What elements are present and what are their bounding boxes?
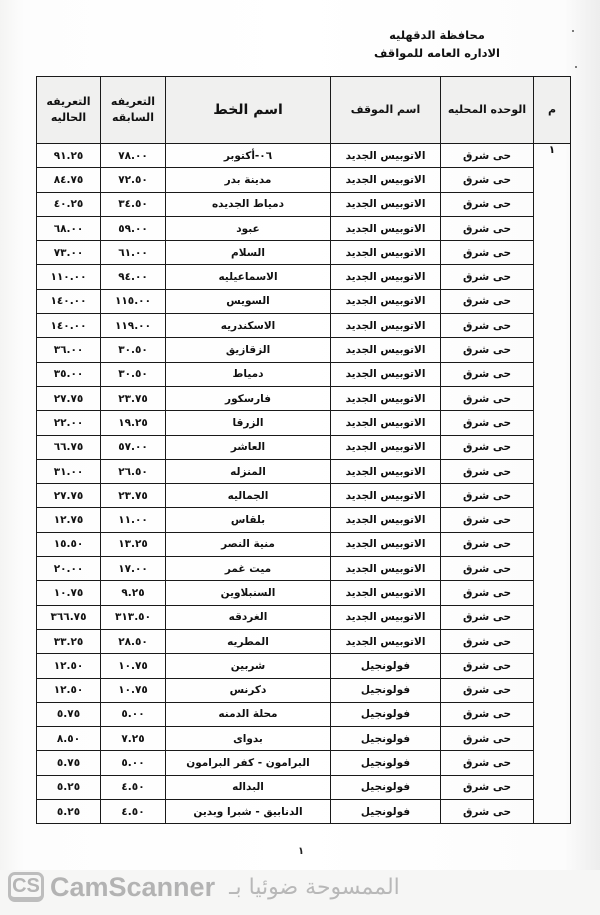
current-fare-cell: ١١٠.٠٠ (37, 265, 101, 289)
table-row (37, 605, 571, 629)
table-row (37, 629, 571, 653)
previous-fare-cell: ٥٧.٠٠ (101, 435, 166, 459)
local-unit-cell: حى شرق (441, 557, 534, 581)
scan-speck (575, 66, 577, 68)
camscanner-logo-icon: CS (8, 872, 44, 902)
table-row (37, 314, 571, 338)
local-unit-cell: حى شرق (441, 581, 534, 605)
previous-fare-cell: ٣١٣.٥٠ (101, 605, 166, 629)
local-unit-cell: حى شرق (441, 192, 534, 216)
local-unit-cell: حى شرق (441, 144, 534, 168)
previous-fare-cell: ١٩.٢٥ (101, 411, 166, 435)
stop-name-cell: الاتوبيس الجديد (331, 338, 441, 362)
previous-fare-cell: ١١.٠٠ (101, 508, 166, 532)
local-unit-cell: حى شرق (441, 216, 534, 240)
current-fare-cell: ٤٠.٢٥ (37, 192, 101, 216)
stop-name-cell: الاتوبيس الجديد (331, 192, 441, 216)
local-unit-cell: حى شرق (441, 265, 534, 289)
line-name-cell: بدواى (166, 727, 331, 751)
previous-fare-cell: ٧٢.٥٠ (101, 168, 166, 192)
column-header-local-unit: الوحده المحليه (441, 77, 534, 144)
stop-name-cell: الاتوبيس الجديد (331, 144, 441, 168)
stop-name-cell: الاتوبيس الجديد (331, 265, 441, 289)
current-fare-cell: ٩١.٢٥ (37, 144, 101, 168)
line-name-cell: المنزله (166, 459, 331, 483)
previous-fare-cell: ٤.٥٠ (101, 800, 166, 824)
local-unit-cell: حى شرق (441, 168, 534, 192)
column-header-stop-name: اسم الموقف (331, 77, 441, 144)
governorate-title: محافظة الدقهليه (389, 28, 485, 42)
local-unit-cell: حى شرق (441, 800, 534, 824)
line-name-cell: دكرنس (166, 678, 331, 702)
previous-fare-cell: ٢٦.٥٠ (101, 459, 166, 483)
table-row (37, 678, 571, 702)
stop-name-cell: الاتوبيس الجديد (331, 411, 441, 435)
previous-fare-cell: ٤.٥٠ (101, 775, 166, 799)
local-unit-cell: حى شرق (441, 751, 534, 775)
stop-name-cell: فولونجيل (331, 678, 441, 702)
line-name-cell: البداله (166, 775, 331, 799)
line-name-cell: شربين (166, 654, 331, 678)
line-name-cell: السنبلاوين (166, 581, 331, 605)
watermark-brand: CamScanner (50, 871, 216, 902)
table-row (37, 800, 571, 824)
current-fare-cell: ١٤٠.٠٠ (37, 314, 101, 338)
current-fare-cell: ٣٥.٠٠ (37, 362, 101, 386)
watermark-arabic-text: الممسوحة ضوئيا بـ (229, 874, 400, 900)
local-unit-cell: حى شرق (441, 362, 534, 386)
current-fare-cell: ٢٢.٠٠ (37, 411, 101, 435)
line-name-cell: دمياط (166, 362, 331, 386)
table-row (37, 144, 571, 168)
line-name-cell: محلة الدمنه (166, 702, 331, 726)
local-unit-cell: حى شرق (441, 411, 534, 435)
current-fare-cell: ١٥.٥٠ (37, 532, 101, 556)
stop-name-cell: الاتوبيس الجديد (331, 581, 441, 605)
previous-fare-cell: ١٠.٧٥ (101, 678, 166, 702)
column-header-previous-fare: التعريفه السابقه (101, 77, 166, 144)
table-row (37, 192, 571, 216)
local-unit-cell: حى شرق (441, 289, 534, 313)
stop-name-cell: الاتوبيس الجديد (331, 314, 441, 338)
current-fare-cell: ٣٦.٠٠ (37, 338, 101, 362)
page-number: ١ (298, 846, 305, 857)
current-fare-cell: ١٤٠.٠٠ (37, 289, 101, 313)
stop-name-cell: الاتوبيس الجديد (331, 435, 441, 459)
table-row (37, 338, 571, 362)
current-fare-cell: ١٢.٧٥ (37, 508, 101, 532)
stop-name-cell: فولونجيل (331, 751, 441, 775)
table-row (37, 484, 571, 508)
local-unit-cell: حى شرق (441, 484, 534, 508)
column-header-current-fare: التعريفه الحاليه (37, 77, 101, 144)
table-row (37, 435, 571, 459)
previous-fare-cell: ٥.٠٠ (101, 751, 166, 775)
previous-fare-cell: ٩.٢٥ (101, 581, 166, 605)
local-unit-cell: حى شرق (441, 508, 534, 532)
local-unit-cell: حى شرق (441, 386, 534, 410)
previous-fare-cell: ١١٩.٠٠ (101, 314, 166, 338)
previous-fare-cell: ٧.٢٥ (101, 727, 166, 751)
previous-fare-cell: ٥٩.٠٠ (101, 216, 166, 240)
current-fare-cell: ١٢.٥٠ (37, 678, 101, 702)
previous-fare-cell: ٢٣.٧٥ (101, 386, 166, 410)
table-row (37, 411, 571, 435)
table-header-row (37, 77, 571, 144)
previous-fare-cell: ٣٠.٥٠ (101, 338, 166, 362)
local-unit-cell: حى شرق (441, 775, 534, 799)
current-fare-cell: ٣٣.٢٥ (37, 629, 101, 653)
table-row (37, 459, 571, 483)
stop-name-cell: الاتوبيس الجديد (331, 532, 441, 556)
line-name-cell: العاشر (166, 435, 331, 459)
stop-name-cell: الاتوبيس الجديد (331, 241, 441, 265)
line-name-cell: مدينة بدر (166, 168, 331, 192)
stop-name-cell: الاتوبيس الجديد (331, 216, 441, 240)
local-unit-cell: حى شرق (441, 241, 534, 265)
table-row (37, 532, 571, 556)
line-name-cell: الزرقا (166, 411, 331, 435)
previous-fare-cell: ٧٨.٠٠ (101, 144, 166, 168)
stop-name-cell: الاتوبيس الجديد (331, 362, 441, 386)
current-fare-cell: ٢٧.٧٥ (37, 484, 101, 508)
table-row (37, 386, 571, 410)
line-name-cell: السلام (166, 241, 331, 265)
stop-name-cell: الاتوبيس الجديد (331, 484, 441, 508)
stop-name-cell: الاتوبيس الجديد (331, 168, 441, 192)
stop-name-cell: فولونجيل (331, 654, 441, 678)
stop-name-cell: الاتوبيس الجديد (331, 459, 441, 483)
local-unit-cell: حى شرق (441, 605, 534, 629)
stop-name-cell: فولونجيل (331, 775, 441, 799)
local-unit-cell: حى شرق (441, 629, 534, 653)
local-unit-cell: حى شرق (441, 338, 534, 362)
table-row (37, 168, 571, 192)
local-unit-cell: حى شرق (441, 654, 534, 678)
table-row (37, 654, 571, 678)
line-name-cell: ٠٦-أكتوبر (166, 144, 331, 168)
previous-fare-cell: ٩٤.٠٠ (101, 265, 166, 289)
table-row (37, 265, 571, 289)
previous-fare-cell: ١٠.٧٥ (101, 654, 166, 678)
line-name-cell: بلقاس (166, 508, 331, 532)
local-unit-cell: حى شرق (441, 702, 534, 726)
current-fare-cell: ٥.٢٥ (37, 800, 101, 824)
serial-cell: ١ (534, 144, 571, 824)
document-header (374, 26, 500, 62)
stop-name-cell: الاتوبيس الجديد (331, 386, 441, 410)
stop-name-cell: فولونجيل (331, 800, 441, 824)
current-fare-cell: ٣٦٦.٧٥ (37, 605, 101, 629)
table-row (37, 241, 571, 265)
table-row (37, 727, 571, 751)
stop-name-cell: فولونجيل (331, 727, 441, 751)
table-row (37, 751, 571, 775)
line-name-cell: ميت غمر (166, 557, 331, 581)
current-fare-cell: ٥.٧٥ (37, 702, 101, 726)
current-fare-cell: ٥.٧٥ (37, 751, 101, 775)
table-row (37, 702, 571, 726)
line-name-cell: الدنابيق - شبرا وبدين (166, 800, 331, 824)
current-fare-cell: ٢٧.٧٥ (37, 386, 101, 410)
table-row (37, 289, 571, 313)
table-row (37, 508, 571, 532)
previous-fare-cell: ١٣.٢٥ (101, 532, 166, 556)
table-row (37, 581, 571, 605)
stop-name-cell: الاتوبيس الجديد (331, 508, 441, 532)
line-name-cell: البرامون - كفر البرامون (166, 751, 331, 775)
local-unit-cell: حى شرق (441, 435, 534, 459)
line-name-cell: منية النصر (166, 532, 331, 556)
line-name-cell: الجماليه (166, 484, 331, 508)
line-name-cell: السويس (166, 289, 331, 313)
previous-fare-cell: ٣٠.٥٠ (101, 362, 166, 386)
stop-name-cell: الاتوبيس الجديد (331, 605, 441, 629)
stop-name-cell: فولونجيل (331, 702, 441, 726)
current-fare-cell: ٢٠.٠٠ (37, 557, 101, 581)
column-header-line-name: اسم الخط (166, 77, 331, 144)
line-name-cell: الغردقه (166, 605, 331, 629)
table-row (37, 216, 571, 240)
department-title: الاداره العامه للمواقف (373, 46, 500, 60)
line-name-cell: الزقازيق (166, 338, 331, 362)
local-unit-cell: حى شرق (441, 678, 534, 702)
line-name-cell: المطريه (166, 629, 331, 653)
current-fare-cell: ١٠.٧٥ (37, 581, 101, 605)
line-name-cell: عبود (166, 216, 331, 240)
camscanner-watermark (8, 868, 428, 906)
previous-fare-cell: ٣٤.٥٠ (101, 192, 166, 216)
current-fare-cell: ١٢.٥٠ (37, 654, 101, 678)
local-unit-cell: حى شرق (441, 314, 534, 338)
table-row (37, 362, 571, 386)
stop-name-cell: الاتوبيس الجديد (331, 557, 441, 581)
scan-speck (572, 30, 574, 32)
previous-fare-cell: ٢٨.٥٠ (101, 629, 166, 653)
line-name-cell: الاسكندريه (166, 314, 331, 338)
table-row (37, 557, 571, 581)
current-fare-cell: ٦٨.٠٠ (37, 216, 101, 240)
current-fare-cell: ٨٤.٧٥ (37, 168, 101, 192)
line-name-cell: الاسماعيليه (166, 265, 331, 289)
current-fare-cell: ٥.٢٥ (37, 775, 101, 799)
previous-fare-cell: ١٧.٠٠ (101, 557, 166, 581)
previous-fare-cell: ١١٥.٠٠ (101, 289, 166, 313)
line-name-cell: دمياط الجديده (166, 192, 331, 216)
previous-fare-cell: ٦١.٠٠ (101, 241, 166, 265)
stop-name-cell: الاتوبيس الجديد (331, 289, 441, 313)
current-fare-cell: ٦٦.٧٥ (37, 435, 101, 459)
table-row (37, 775, 571, 799)
local-unit-cell: حى شرق (441, 532, 534, 556)
previous-fare-cell: ٥.٠٠ (101, 702, 166, 726)
current-fare-cell: ٧٣.٠٠ (37, 241, 101, 265)
current-fare-cell: ٨.٥٠ (37, 727, 101, 751)
local-unit-cell: حى شرق (441, 727, 534, 751)
previous-fare-cell: ٢٣.٧٥ (101, 484, 166, 508)
fare-table (36, 76, 571, 824)
column-header-serial: م (534, 77, 571, 144)
line-name-cell: فارسكور (166, 386, 331, 410)
local-unit-cell: حى شرق (441, 459, 534, 483)
current-fare-cell: ٣١.٠٠ (37, 459, 101, 483)
stop-name-cell: الاتوبيس الجديد (331, 629, 441, 653)
